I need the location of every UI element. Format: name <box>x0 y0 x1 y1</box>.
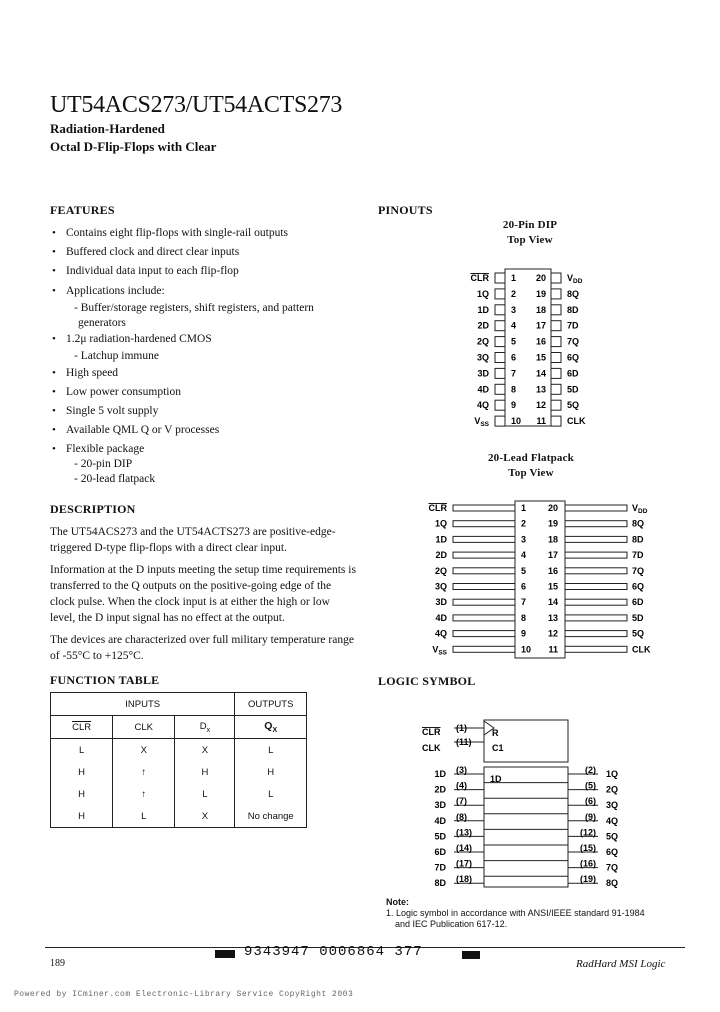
dip-label-right: CLK <box>567 416 586 427</box>
dip-label-left: 4Q <box>476 400 489 411</box>
barcode-block-right <box>462 951 480 959</box>
logic-output-pin: (6) <box>585 796 596 807</box>
feature-item <box>52 332 362 364</box>
flat-num-right: 11 <box>548 644 558 655</box>
subtitle-line-1: Radiation-Hardened <box>50 121 165 136</box>
logic-symbol-diagram <box>420 716 630 892</box>
feature-item <box>52 366 362 381</box>
feature-item <box>52 442 362 487</box>
flat-label-left: 1Q <box>434 518 447 529</box>
dip-num-right: 20 <box>535 273 546 283</box>
dip-num-left: 10 <box>511 416 522 427</box>
logic-input-label: 5D <box>434 831 446 842</box>
dip-pin-right <box>551 273 561 283</box>
flatpack-title: 20-Lead Flatpack Top View <box>487 452 574 479</box>
dip-num-left: 7 <box>511 368 517 379</box>
flat-lead-right <box>565 599 627 605</box>
flat-lead-right <box>565 552 627 558</box>
logic-clr-label: CLR <box>422 727 441 737</box>
function-table-heading: FUNCTION TABLE <box>50 673 160 687</box>
feature-text: Individual data input to each flip-flop <box>66 265 239 278</box>
flat-label-right: 5Q <box>632 628 645 639</box>
dip-label-left: 2D <box>477 320 489 331</box>
dip-pin-left <box>495 384 505 394</box>
dip-label-left: 3D <box>477 368 489 379</box>
col-header-d: $D_x$ <box>175 716 235 739</box>
dip-pin-right <box>551 384 561 394</box>
flat-lead-right <box>565 505 627 511</box>
feature-item <box>52 284 362 331</box>
dip-pin-left <box>495 321 505 331</box>
feature-item <box>52 245 362 260</box>
feature-subtext: - Buffer/storage registers, shift registers, and pattern <box>74 301 314 314</box>
flat-num-right: 17 <box>547 550 558 561</box>
dip-pin-right <box>551 321 561 331</box>
feature-text: Low power consumption <box>66 385 181 398</box>
dip-label-left: 2Q <box>476 336 489 347</box>
dip-num-right: 15 <box>535 352 546 363</box>
flat-num-right: 14 <box>547 597 558 608</box>
flat-num-left: 1 <box>521 503 527 513</box>
dip-num-right: 14 <box>535 368 546 379</box>
flat-num-right: 12 <box>547 628 558 639</box>
logic-output-pin: (9) <box>585 811 596 822</box>
feature-text: High speed <box>66 366 119 379</box>
logic-clr-pin: (1) <box>456 723 467 733</box>
flat-lead-right <box>565 521 627 527</box>
logic-output-label: 4Q <box>606 815 619 826</box>
flat-lead-right <box>565 631 627 637</box>
dip-num-right: 11 <box>536 416 546 427</box>
barcode-text: 9343947 0006864 377 <box>244 944 423 960</box>
feature-text: Buffered clock and direct clear inputs <box>66 246 240 259</box>
flat-lead-left <box>453 615 515 621</box>
flat-num-left: 8 <box>521 612 527 623</box>
dip-pin-left <box>495 416 505 426</box>
pinouts-heading: PINOUTS <box>378 203 433 217</box>
page-title: UT54ACS273/UT54ACTS273 <box>50 92 343 118</box>
page-subtitle <box>50 120 216 156</box>
dip-num-left: 3 <box>511 304 517 315</box>
flat-lead-right <box>565 646 627 652</box>
description-body <box>50 524 356 670</box>
dip-label-left: CLR <box>470 273 489 283</box>
data-block <box>484 767 568 887</box>
flat-num-left: 9 <box>521 628 527 639</box>
logic-input-label: 4D <box>434 815 446 826</box>
table-row: H L X No change <box>51 805 307 828</box>
logic-output-pin: (16) <box>579 858 596 869</box>
logic-output-pin: (12) <box>579 827 596 838</box>
logic-output-pin: (5) <box>585 780 596 791</box>
feature-item <box>52 264 362 279</box>
logic-output-pin: (15) <box>579 843 596 853</box>
dip-num-left: 8 <box>511 384 517 395</box>
dip-num-right: 16 <box>535 336 546 347</box>
dip-diagram <box>440 262 600 432</box>
logic-r-label: R <box>492 728 499 738</box>
flat-label-left: 2Q <box>434 565 447 576</box>
flat-label-left: 4Q <box>434 628 447 639</box>
dip-num-right: 12 <box>535 400 546 411</box>
control-block <box>484 720 568 762</box>
footer-series-name: RadHard MSI Logic <box>576 958 666 970</box>
col-header-q: $Q_X$ <box>235 716 307 739</box>
table-row: H ↑ H H <box>51 761 307 783</box>
dip-pin-left <box>495 353 505 363</box>
flat-num-right: 18 <box>547 534 558 545</box>
feature-text: Available QML Q or V processes <box>66 424 220 437</box>
logic-c1-label: C1 <box>492 743 504 753</box>
dip-pin-right <box>551 416 561 426</box>
dip-num-left: 6 <box>511 352 517 363</box>
flat-num-right: 20 <box>547 503 558 513</box>
dip-label-left: 1D <box>477 304 489 315</box>
logic-output-pin: (2) <box>585 765 596 775</box>
flat-num-right: 15 <box>547 581 558 592</box>
flat-label-left: 1D <box>435 534 447 545</box>
dip-pin-right <box>551 368 561 378</box>
logic-input-label: 7D <box>434 862 446 873</box>
feature-text: Single 5 volt supply <box>66 404 159 417</box>
dip-num-right: 19 <box>535 288 546 299</box>
dip-pin-left <box>495 289 505 299</box>
features-list <box>52 226 362 492</box>
flat-lead-right <box>565 615 627 621</box>
flat-lead-left <box>453 584 515 590</box>
description-paragraph: Information at the D inputs meeting the setup time requirements is transferred to the Q outputs on the positive-going edge of the clock pulse. When the clock input is at either the high or low level, the D input signal has no effect at the output. <box>50 564 356 624</box>
flat-label-right: 8D <box>632 534 644 545</box>
col-header-clr: $\overline{CLR}$ <box>51 716 113 739</box>
dip-pin-right <box>551 353 561 363</box>
flat-label-right: CLK <box>632 644 651 655</box>
dip-pin-left <box>495 337 505 347</box>
dip-pin-right <box>551 289 561 299</box>
flat-lead-right <box>565 568 627 574</box>
feature-text: 1.2μ radiation-hardened CMOS <box>66 332 212 345</box>
feature-text: Applications include: <box>66 284 165 297</box>
flat-lead-left <box>453 599 515 605</box>
dip-label-right: $V_{DD}$ <box>567 273 583 285</box>
flat-label-left: $V_{SS}$ <box>432 644 447 657</box>
logic-output-pin: (19) <box>579 874 596 885</box>
feature-subtext: generators <box>78 316 126 329</box>
flat-label-left: 4D <box>435 612 447 623</box>
dip-pin-left <box>495 368 505 378</box>
dip-label-right: 8D <box>567 304 579 315</box>
description-paragraph: The UT54ACS273 and the UT54ACTS273 are positive-edge-triggered D-type flip-flops with a direct clear input. <box>50 526 336 554</box>
dip-pin-right <box>551 337 561 347</box>
function-table <box>50 692 307 828</box>
flat-label-left: 2D <box>435 550 447 561</box>
dip-label-right: 7D <box>567 320 579 331</box>
logic-output-label: 5Q <box>606 831 619 842</box>
logic-symbol-heading: LOGIC SYMBOL <box>378 674 476 688</box>
flat-label-right: 7D <box>632 550 644 561</box>
flat-num-right: 13 <box>547 612 558 623</box>
flat-num-left: 6 <box>521 581 527 592</box>
logic-input-label: 2D <box>434 784 446 795</box>
feature-item <box>52 404 362 419</box>
flat-num-left: 10 <box>521 644 532 655</box>
flat-label-right: 5D <box>632 612 644 623</box>
flat-lead-left <box>453 631 515 637</box>
flatpack-diagram <box>420 496 660 662</box>
dip-num-left: 9 <box>511 400 517 411</box>
dip-label-right: 7Q <box>567 336 580 347</box>
logic-note: Note: 1. Logic symbol in accordance with ANSI/IEEE standard 91-1984 and IEC Publication 617-12. <box>386 897 645 929</box>
flat-label-right: 7Q <box>632 565 645 576</box>
logic-input-label: 3D <box>434 800 446 811</box>
dip-label-left: 3Q <box>476 352 489 363</box>
logic-input-label: 1D <box>434 769 446 779</box>
subtitle-line-2: Octal D-Flip-Flops with Clear <box>50 139 217 154</box>
flat-num-right: 16 <box>547 565 558 576</box>
logic-output-label: 7Q <box>606 862 619 873</box>
flat-label-left: CLR <box>428 503 447 513</box>
flat-label-right: 6D <box>632 597 644 608</box>
feature-subtext: - 20-pin DIP <box>74 458 133 471</box>
dip-title: 20-Pin DIP Top View <box>502 219 558 246</box>
flat-label-left: 3D <box>435 597 447 608</box>
flat-lead-right <box>565 584 627 590</box>
logic-input-label: 8D <box>434 878 446 889</box>
feature-subtext: - Latchup immune <box>74 349 159 362</box>
logic-output-label: 3Q <box>606 800 619 811</box>
flat-label-right: 8Q <box>632 518 645 529</box>
dip-num-left: 1 <box>511 273 517 283</box>
feature-text: Flexible package <box>66 443 145 456</box>
dip-label-right: 5Q <box>567 400 580 411</box>
logic-input-pin: (8) <box>456 811 467 822</box>
dip-label-right: 5D <box>567 384 579 395</box>
flat-lead-left <box>453 521 515 527</box>
dip-label-right: 8Q <box>567 288 580 299</box>
logic-input-pin: (18) <box>456 874 473 885</box>
logic-input-pin: (3) <box>456 765 467 775</box>
flat-num-left: 5 <box>521 565 527 576</box>
table-row: H ↑ L L <box>51 783 307 805</box>
table-row: L X X L <box>51 739 307 762</box>
dip-pin-left <box>495 400 505 410</box>
flat-lead-left <box>453 568 515 574</box>
flat-num-left: 3 <box>521 534 527 545</box>
logic-output-label: 8Q <box>606 878 619 889</box>
dip-label-left: 4D <box>477 384 489 395</box>
flat-lead-left <box>453 646 515 652</box>
logic-input-pin: (4) <box>456 780 467 791</box>
description-paragraph: The devices are characterized over full military temperature range of -55°C to +125°C. <box>50 634 354 662</box>
dip-pin-left <box>495 273 505 283</box>
logic-input-pin: (7) <box>456 796 467 807</box>
logic-clk-label: CLK <box>422 743 441 753</box>
page-number: 189 <box>50 958 65 969</box>
feature-item <box>52 226 362 241</box>
dip-num-left: 2 <box>511 288 517 299</box>
logic-1d-label: 1D <box>490 774 502 784</box>
dip-num-left: 4 <box>511 320 517 331</box>
description-heading: DESCRIPTION <box>50 502 136 516</box>
flat-num-left: 7 <box>521 597 527 608</box>
dip-num-right: 13 <box>535 384 546 395</box>
flat-label-right: $V_{DD}$ <box>632 503 648 515</box>
feature-item <box>52 385 362 400</box>
watermark: Powered by ICminer.com Electronic-Library Service CopyRight 2003 <box>14 990 354 999</box>
feature-item <box>52 423 362 438</box>
logic-output-label: 6Q <box>606 847 619 857</box>
flat-num-left: 2 <box>521 518 527 529</box>
logic-input-label: 6D <box>434 847 446 857</box>
inputs-group-header: INPUTS <box>51 693 235 716</box>
feature-text: Contains eight flip-flops with single-rail outputs <box>66 227 288 239</box>
logic-output-label: 2Q <box>606 784 619 795</box>
col-header-clk: CLK <box>113 716 175 739</box>
dip-pin-right <box>551 400 561 410</box>
logic-input-pin: (17) <box>456 858 473 869</box>
dip-num-right: 17 <box>535 320 546 331</box>
flat-num-left: 4 <box>521 550 527 561</box>
dip-num-left: 5 <box>511 336 517 347</box>
dip-label-left: 1Q <box>476 288 489 299</box>
logic-clk-pin: (11) <box>456 737 472 747</box>
flat-lead-left <box>453 505 515 511</box>
dip-num-right: 18 <box>535 304 546 315</box>
flat-lead-left <box>453 536 515 542</box>
dip-label-right: 6D <box>567 368 579 379</box>
outputs-group-header: OUTPUTS <box>235 693 307 716</box>
dip-pin-left <box>495 305 505 315</box>
dip-label-left: $V_{SS}$ <box>474 416 489 429</box>
flat-num-right: 19 <box>547 518 558 529</box>
flat-label-left: 3Q <box>434 581 447 592</box>
barcode-block-left <box>215 950 235 958</box>
flat-lead-right <box>565 536 627 542</box>
flat-lead-left <box>453 552 515 558</box>
features-heading: FEATURES <box>50 203 115 217</box>
logic-input-pin: (14) <box>456 843 473 853</box>
logic-output-label: 1Q <box>606 769 619 779</box>
dip-label-right: 6Q <box>567 352 580 363</box>
dip-pin-right <box>551 305 561 315</box>
feature-subtext: - 20-lead flatpack <box>74 473 156 486</box>
logic-input-pin: (13) <box>456 827 473 838</box>
flat-label-right: 6Q <box>632 581 645 592</box>
